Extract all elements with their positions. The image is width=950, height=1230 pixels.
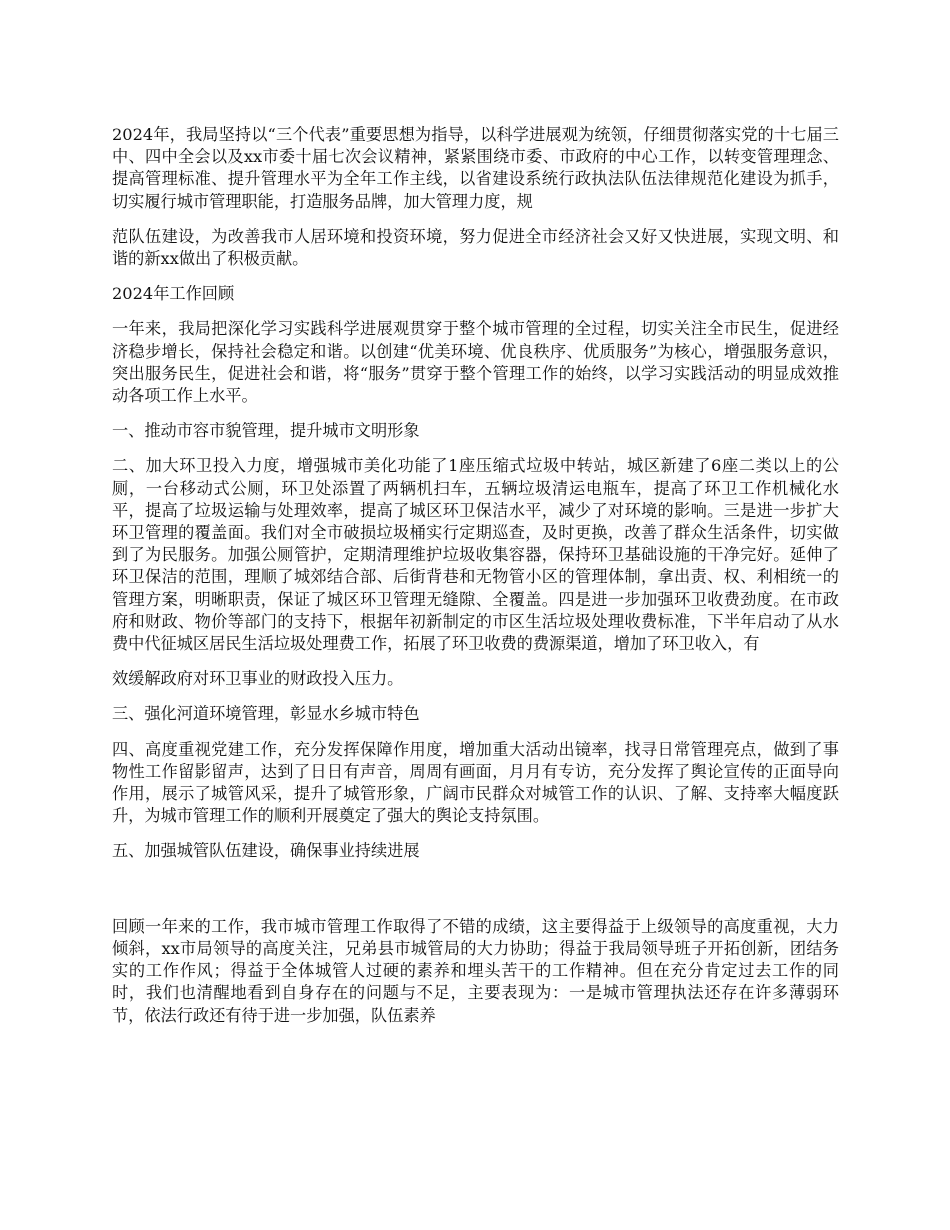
paragraph-overview: 一年来，我局把深化学习实践科学进展观贯穿于整个城市管理的全过程，切实关注全市民生，促进经济稳步增长，保持社会稳定和谐。以创建“优美环境、优良秩序、优质服务”为核心，增强服务意识，突出服务民生，促进社会和谐，将“服务”贯穿于整个管理工作的始终，以学习实践活动的明显成效推动各项工作上水平。 [112,319,839,406]
paragraph-intro-continued: 范队伍建设，为改善我市人居环境和投资环境，努力促进全市经济社会又好又快进展，实现文明、和谐的新xx做出了积极贡献。 [112,226,839,269]
document-body [112,124,839,1040]
section-heading-review: 2024年工作回顾 [112,284,235,304]
paragraph-intro: 2024年，我局坚持以“三个代表”重要思想为指导，以科学进展观为统领，仔细贯彻落实党的十七届三中、四中全会以及xx市委十届七次会议精神，紧紧围绕市委、市政府的中心工作，以转变管理理念、提高管理标准、提升管理水平为全年工作主线，以省建设系统行政执法队伍法律规范化建设为抓手，切实履行城市管理职能，打造服务品牌，加大管理力度，规 [112,125,839,211]
paragraph-publicity: 四、高度重视党建工作，充分发挥保障作用度，增加重大活动出镜率，找寻日常管理亮点，做到了事物性工作留影留声，达到了日日有声音，周周有画面，月月有专访，充分发挥了舆论宣传的正面导向作用，展示了城管风采，提升了城管形象，广阔市民群众对城管工作的认识、了解、支持率大幅度跃升，为城市管理工作的顺利开展奠定了强大的舆论支持氛围。 [112,739,839,826]
paragraph-sanitation: 二、加大环卫投入力度，增强城市美化功能了1座压缩式垃圾中转站，城区新建了6座二类以上的公厕，一台移动式公厕，环卫处添置了两辆机扫车，五辆垃圾清运电瓶车，提高了环卫工作机械化水平，提高了垃圾运输与处理效率，提高了城区环卫保洁水平，减少了对环境的影响。三是进一步扩大环卫管理的覆盖面。我们对全市破损垃圾桶实行定期巡查，及时更换，改善了群众生活条件，切实做到了为民服务。加强公厕管护，定期清理维护垃圾收集容器，保持环卫基础设施的干净完好。延伸了环卫保洁的范围，理顺了城郊结合部、后街背巷和无物管小区的管理体制，拿出责、权、利相统一的管理方案，明晰职责，保证了城区环卫管理无缝隙、全覆盖。四是进一步加强环卫收费劲度。在市政府和财政、物价等部门的支持下，根据年初新制定的市区生活垃圾处理收费标准，下半年启动了从水费中代征城区居民生活垃圾处理费工作，拓展了环卫收费的费源渠道，增加了环卫收入，有 [112,456,839,654]
section-heading-3: 三、强化河道环境管理，彰显水乡城市特色 [112,704,420,724]
section-heading-1: 一、推动市容市貌管理，提升城市文明形象 [112,421,420,441]
paragraph-spacer [112,876,839,916]
section-heading-5: 五、加强城管队伍建设，确保事业持续进展 [112,841,420,861]
paragraph-sanitation-continued: 效缓解政府对环卫事业的财政投入压力。 [112,669,404,689]
paragraph-summary: 回顾一年来的工作，我市城市管理工作取得了不错的成绩，这主要得益于上级领导的高度重视，大力倾斜，xx市局领导的高度关注，兄弟县市城管局的大力协助；得益于我局领导班子开拓创新，团结务实的工作作风；得益于全体城管人过硬的素养和埋头苦干的工作精神。但在充分肯定过去工作的同时，我们也清醒地看到自身存在的问题与不足，主要表现为：一是城市管理执法还存在许多薄弱环节，依法行政还有待于进一步加强，队伍素养 [112,916,839,1025]
